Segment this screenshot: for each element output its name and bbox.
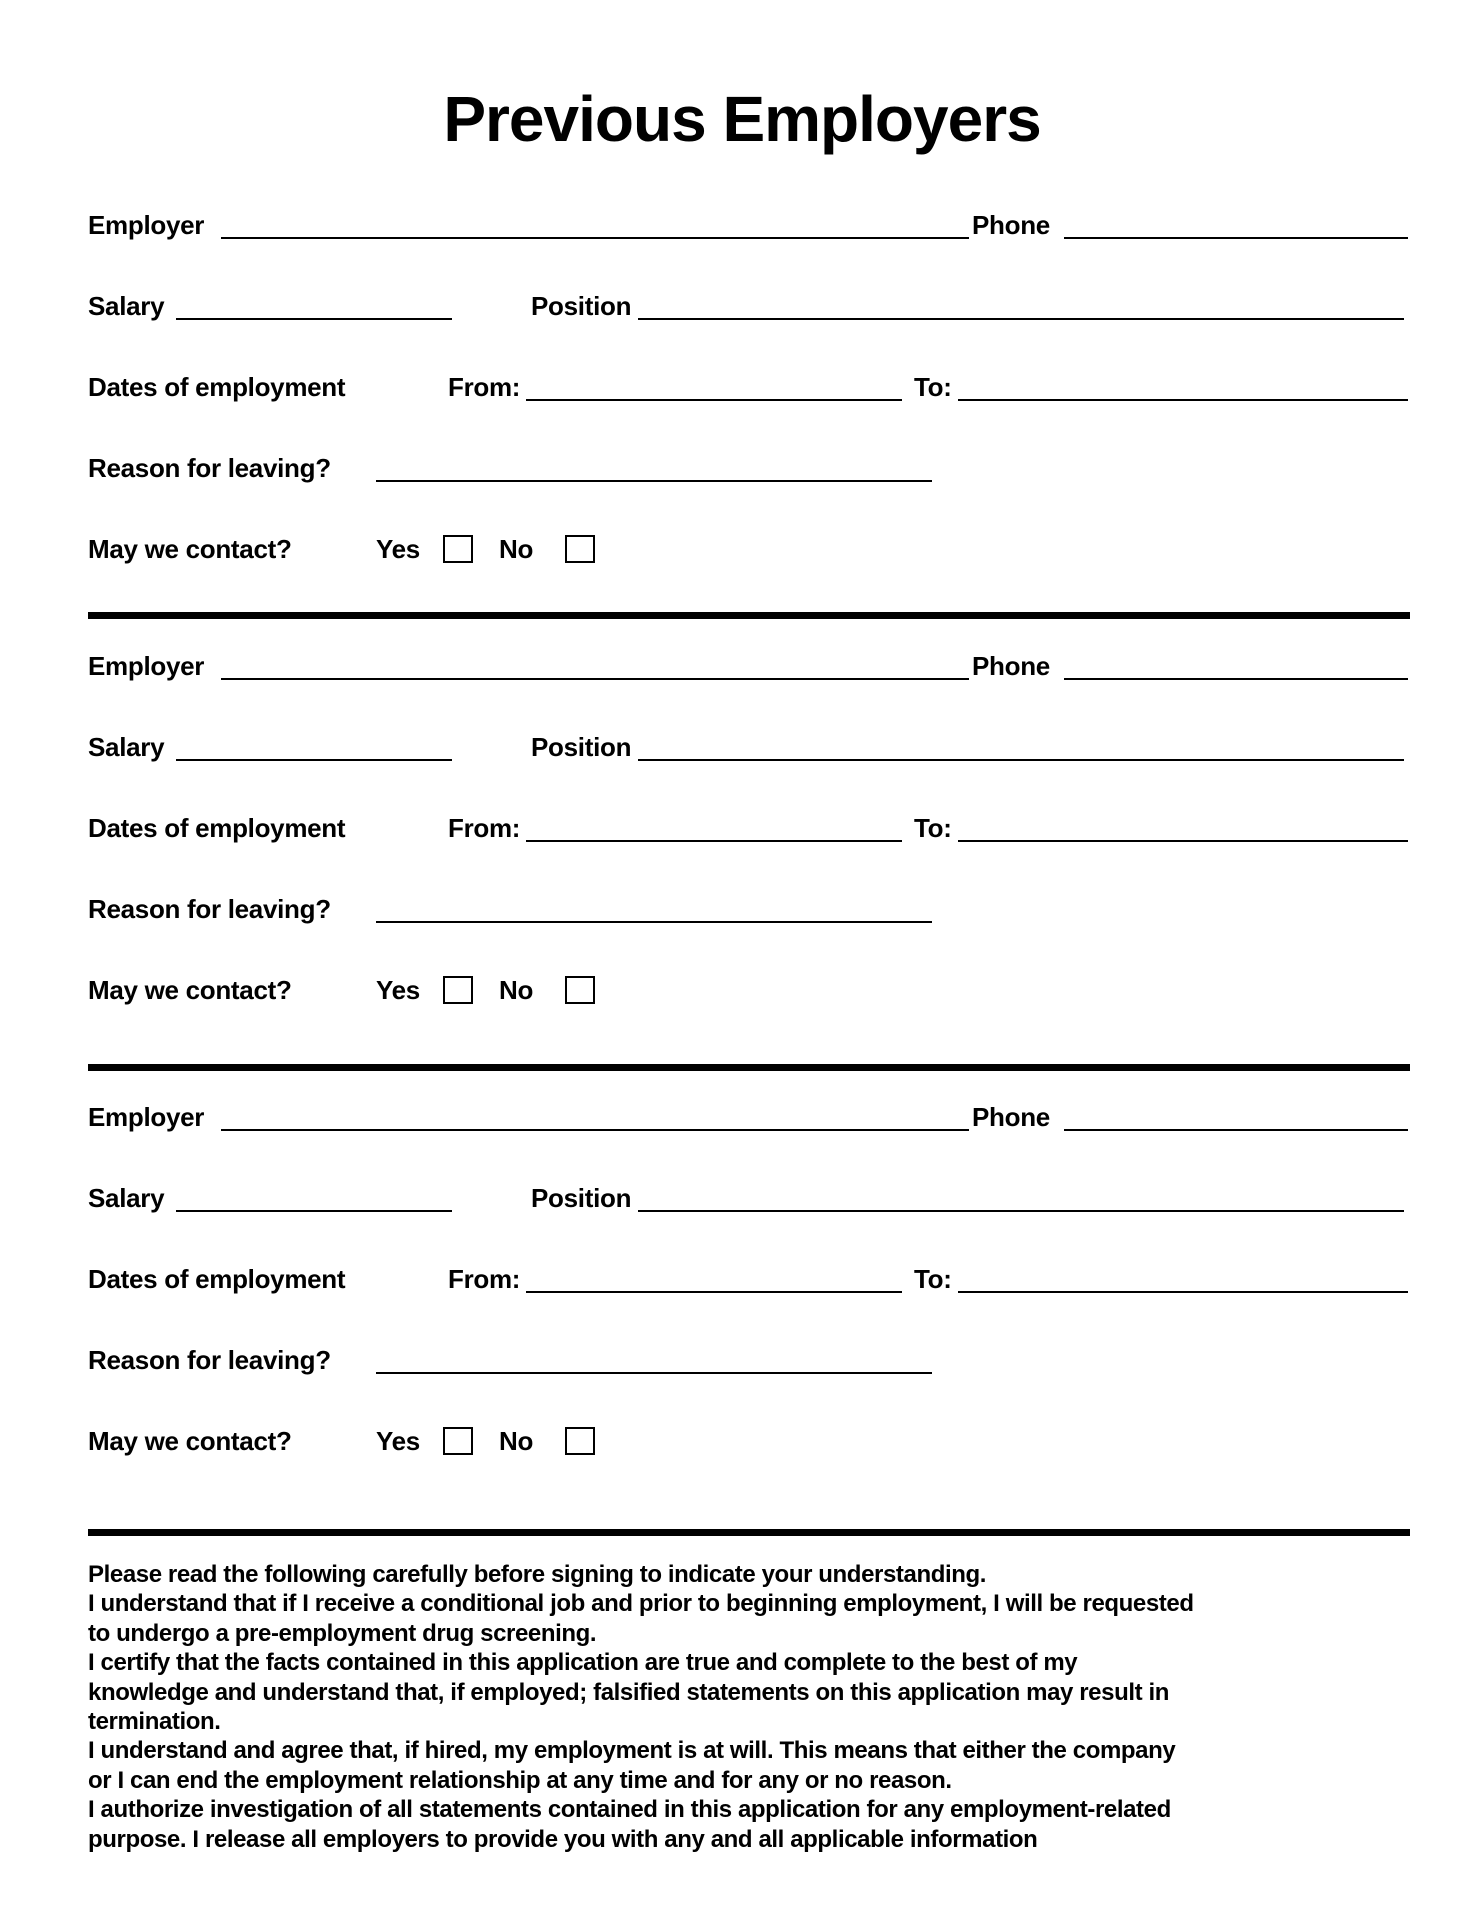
to-date-field[interactable] <box>958 399 1408 401</box>
salary-label: Salary <box>88 291 165 321</box>
position-field[interactable] <box>638 759 1404 761</box>
contact-yes-checkbox[interactable] <box>443 976 473 1004</box>
salary-label: Salary <box>88 1183 165 1213</box>
legal-line: purpose. I release all employers to provide you with any and all applicable information <box>88 1825 1038 1853</box>
dates-label: Dates of employment <box>88 372 346 402</box>
no-label: No <box>499 975 534 1005</box>
legal-line: or I can end the employment relationship at any time and for any or no reason. <box>88 1766 952 1794</box>
contact-row <box>88 970 1410 1010</box>
contact-no-checkbox[interactable] <box>565 976 595 1004</box>
no-label: No <box>499 534 534 564</box>
page-title: Previous Employers <box>443 83 1041 155</box>
salary-field[interactable] <box>176 1210 452 1212</box>
dates-row <box>88 808 1410 848</box>
reason-label: Reason for leaving? <box>88 1345 331 1375</box>
employer-field[interactable] <box>221 237 969 239</box>
legal-statement <box>88 1560 1418 1854</box>
contact-no-checkbox[interactable] <box>565 535 595 563</box>
reason-label: Reason for leaving? <box>88 894 331 924</box>
section-divider <box>88 612 1410 619</box>
section-divider <box>88 1064 1410 1071</box>
to-label: To: <box>914 813 952 843</box>
position-field[interactable] <box>638 1210 1404 1212</box>
to-date-field[interactable] <box>958 1291 1408 1293</box>
legal-line: I authorize investigation of all statements contained in this application for any employment-related <box>88 1796 1171 1824</box>
salary-row <box>88 286 1410 326</box>
reason-row <box>88 889 1410 929</box>
legal-line: I understand that if I receive a conditional job and prior to beginning employment, I will be requested <box>88 1590 1194 1618</box>
position-label: Position <box>531 291 632 321</box>
reason-field[interactable] <box>376 480 932 482</box>
section-divider <box>88 1529 1410 1536</box>
legal-line: to undergo a pre-employment drug screening. <box>88 1619 597 1647</box>
contact-row <box>88 529 1410 569</box>
reason-field[interactable] <box>376 921 932 923</box>
position-label: Position <box>531 732 632 762</box>
to-label: To: <box>914 372 952 402</box>
phone-field[interactable] <box>1064 237 1408 239</box>
employer-row <box>88 646 1410 686</box>
from-date-field[interactable] <box>526 840 902 842</box>
contact-label: May we contact? <box>88 534 292 564</box>
position-label: Position <box>531 1183 632 1213</box>
reason-field[interactable] <box>376 1372 932 1374</box>
dates-row <box>88 1259 1410 1299</box>
salary-row <box>88 727 1410 767</box>
to-date-field[interactable] <box>958 840 1408 842</box>
from-label: From: <box>448 1264 521 1294</box>
contact-yes-checkbox[interactable] <box>443 1427 473 1455</box>
contact-label: May we contact? <box>88 975 292 1005</box>
dates-row <box>88 367 1410 407</box>
contact-no-checkbox[interactable] <box>565 1427 595 1455</box>
reason-label: Reason for leaving? <box>88 453 331 483</box>
reason-row <box>88 448 1410 488</box>
salary-label: Salary <box>88 732 165 762</box>
phone-field[interactable] <box>1064 678 1408 680</box>
employer-row <box>88 1097 1410 1137</box>
from-label: From: <box>448 813 521 843</box>
yes-label: Yes <box>376 534 420 564</box>
salary-row <box>88 1178 1410 1218</box>
salary-field[interactable] <box>176 759 452 761</box>
no-label: No <box>499 1426 534 1456</box>
salary-field[interactable] <box>176 318 452 320</box>
dates-label: Dates of employment <box>88 813 346 843</box>
yes-label: Yes <box>376 975 420 1005</box>
legal-line: I understand and agree that, if hired, my employment is at will. This means that either the company <box>88 1737 1176 1765</box>
phone-label: Phone <box>972 1102 1050 1132</box>
legal-line: I certify that the facts contained in this application are true and complete to the best of my <box>88 1649 1078 1677</box>
legal-line: knowledge and understand that, if employed; falsified statements on this application may result in <box>88 1678 1169 1706</box>
reason-row <box>88 1340 1410 1380</box>
employer-label: Employer <box>88 210 205 240</box>
phone-field[interactable] <box>1064 1129 1408 1131</box>
contact-row <box>88 1421 1410 1461</box>
legal-line: termination. <box>88 1708 221 1736</box>
employer-label: Employer <box>88 1102 205 1132</box>
phone-label: Phone <box>972 210 1050 240</box>
contact-label: May we contact? <box>88 1426 292 1456</box>
employer-field[interactable] <box>221 678 969 680</box>
from-date-field[interactable] <box>526 399 902 401</box>
from-label: From: <box>448 372 521 402</box>
position-field[interactable] <box>638 318 1404 320</box>
legal-line: Please read the following carefully before signing to indicate your understanding. <box>88 1561 987 1588</box>
from-date-field[interactable] <box>526 1291 902 1293</box>
dates-label: Dates of employment <box>88 1264 346 1294</box>
contact-yes-checkbox[interactable] <box>443 535 473 563</box>
phone-label: Phone <box>972 651 1050 681</box>
yes-label: Yes <box>376 1426 420 1456</box>
employer-label: Employer <box>88 651 205 681</box>
employer-field[interactable] <box>221 1129 969 1131</box>
employer-row <box>88 205 1410 245</box>
to-label: To: <box>914 1264 952 1294</box>
